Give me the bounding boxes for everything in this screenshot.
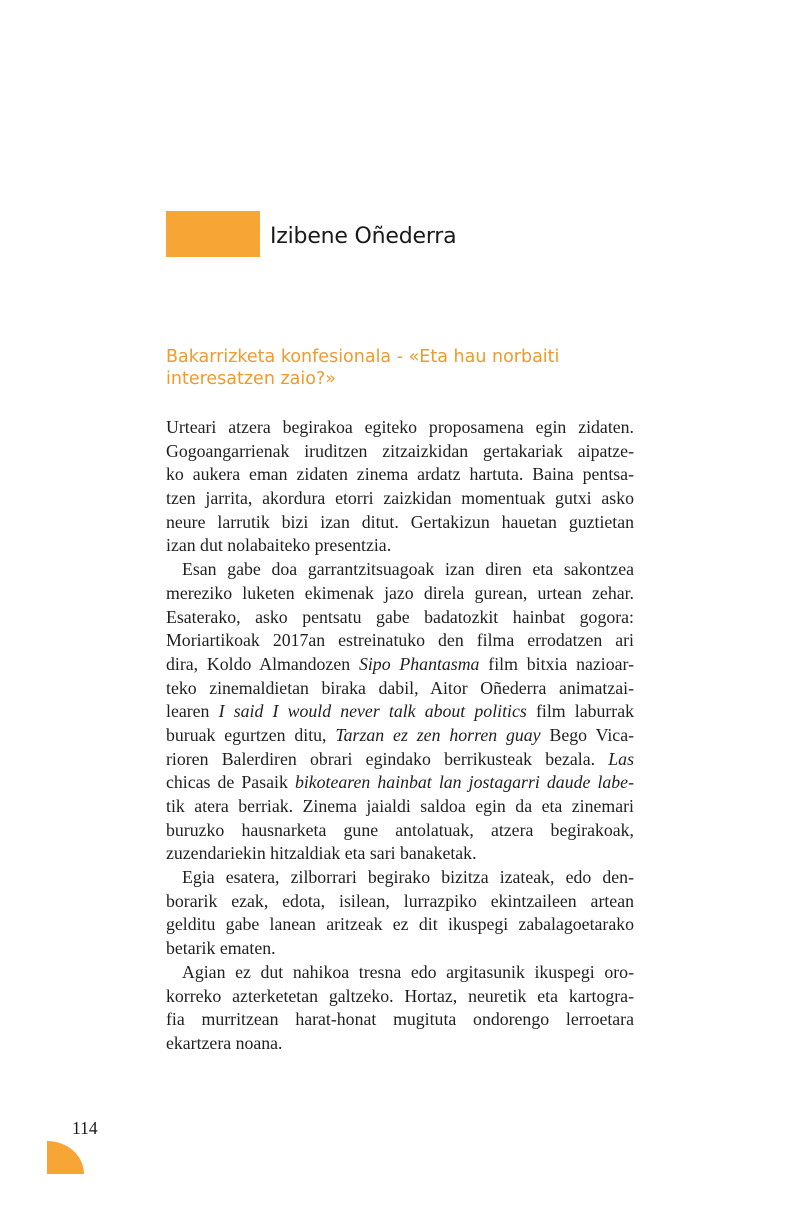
text-run: buruak egurtzen ditu, (166, 724, 336, 745)
text-run: buruzko hausnarketa gune antolatuak, atzera begirakoak, (166, 819, 634, 840)
text-line (166, 937, 634, 961)
text-line (166, 771, 634, 795)
text-run: Bego Vica- (540, 724, 635, 745)
author-name: Izibene Oñederra (270, 224, 457, 249)
text-run: izan dut nolabaiteko presentzia. (166, 535, 392, 556)
italic-title: Tarzan ez zen horren guay (335, 724, 541, 745)
text-run: Esan gabe doa garrantzitsuagoak izan diren eta sakontzea (182, 559, 634, 580)
page-number: 114 (72, 1118, 98, 1138)
text-run: tzen jarrita, akordura etorri zaizkidan momentuak gutxi asko (166, 488, 634, 509)
body-text (166, 416, 634, 1056)
author-color-block (166, 211, 260, 257)
text-line (166, 724, 634, 748)
text-line (166, 866, 634, 890)
text-run: fia murritzean harat-honat mugituta ondorengo lerroetara (166, 1009, 634, 1030)
text-line (166, 819, 634, 843)
text-run: zuzendariekin hitzaldiak eta sari banaketak. (166, 843, 477, 864)
text-line (166, 653, 634, 677)
text-line (166, 1032, 634, 1056)
text-line (166, 558, 634, 582)
text-run: betarik ematen. (166, 938, 276, 959)
text-run: Urteari atzera begirakoa egiteko proposamena egin zidaten. (166, 417, 634, 437)
text-run: gelditu gabe lanean aritzeak ez dit ikuspegi zabalagoetarako (166, 914, 634, 935)
text-line (166, 700, 634, 724)
text-line (166, 961, 634, 985)
text-line (166, 487, 634, 511)
text-line (166, 440, 634, 464)
text-line (166, 985, 634, 1009)
paragraph (166, 416, 634, 558)
text-run: korreko azterketetan galtzeko. Hortaz, neuretik eta kartogra- (166, 985, 634, 1006)
text-line (166, 463, 634, 487)
text-run: ekartzera noana. (166, 1032, 283, 1053)
text-line (166, 842, 634, 866)
text-run: learen (166, 701, 219, 722)
italic-title: Sipo Phantasma (358, 653, 480, 674)
essay-title-line: Bakarrizketa konfesionala - «Eta hau norbaiti (166, 347, 560, 367)
text-run: teko zinemaldietan biraka dabil, Aitor Oñederra animatzai- (166, 677, 634, 698)
paragraph (166, 558, 634, 866)
text-line (166, 511, 634, 535)
text-line (166, 748, 634, 772)
text-run: film laburrak (526, 701, 634, 722)
corner-decoration (47, 1141, 84, 1174)
text-line (166, 606, 634, 630)
text-run: rioren Balerdiren obrari egindako berrikusteak bezala. (166, 748, 609, 769)
text-run: dira, Koldo Almandozen (166, 653, 359, 674)
italic-title: bikotearen hainbat lan jostagarri daude labe- (287, 772, 634, 793)
text-line (166, 582, 634, 606)
text-run: chicas de Pasaik (166, 772, 288, 793)
text-run: ko aukera eman zidaten zinema ardatz hartuta. Baina pentsa- (166, 464, 634, 485)
text-line (166, 913, 634, 937)
text-line (166, 795, 634, 819)
text-run: film bitxia nazioar- (479, 653, 635, 674)
text-run: borarik ezak, edota, isilean, lurrazpiko ekintzaileen artean (166, 890, 634, 911)
text-run: Moriartikoak 2017an estreinatuko den filma errodatzen ari (166, 630, 634, 651)
italic-title: Las (608, 748, 634, 769)
text-line (166, 1008, 634, 1032)
text-run: Gogoangarrienak iruditzen zitzaizkidan gertakariak aipatze- (166, 440, 634, 461)
text-run: Esaterako, asko pentsatu gabe badatozkit hainbat gogora: (166, 606, 634, 627)
text-line (166, 416, 634, 440)
paragraph (166, 961, 634, 1056)
text-run: mereziko luketen ekimenak jazo direla gurean, urtean zehar. (166, 582, 634, 603)
italic-title: I said I would never talk about politics (218, 701, 527, 722)
text-run: neure larrutik bizi izan ditut. Gertakizun hauetan guztietan (166, 511, 634, 532)
paragraph (166, 866, 634, 961)
text-line (166, 629, 634, 653)
text-line (166, 534, 634, 558)
text-line (166, 890, 634, 914)
text-line (166, 677, 634, 701)
text-run: Agian ez dut nahikoa tresna edo argitasunik ikuspegi oro- (182, 961, 634, 982)
essay-title (166, 346, 636, 390)
text-run: Egia esatera, zilborrari begirako bizitza izateak, edo den- (182, 867, 634, 888)
essay-title-line: interesatzen zaio?» (166, 369, 336, 389)
text-run: tik atera berriak. Zinema jaialdi saldoa egin da eta zinemari (166, 796, 634, 816)
